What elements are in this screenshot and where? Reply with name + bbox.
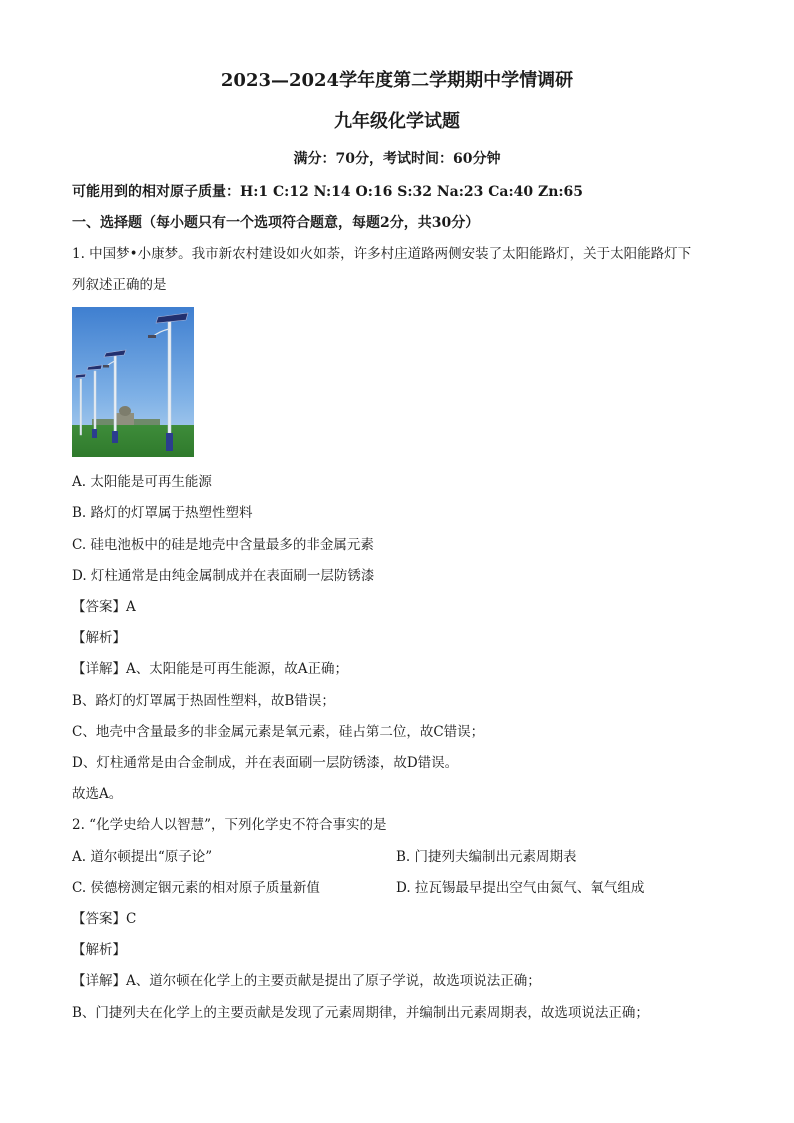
question-1-detail-d: D、灯柱通常是由合金制成，并在表面刷一层防锈漆，故D错误。 xyxy=(72,755,459,771)
question-1-detail-a: 【详解】A、太阳能是可再生能源，故A正确； xyxy=(72,661,348,677)
question-2-option-b: B. 门捷列夫编制出元素周期表 xyxy=(396,849,577,865)
question-2-answer: 【答案】C xyxy=(72,911,137,927)
question-1-option-b: B. 路灯的灯罩属于热塑性塑料 xyxy=(72,505,253,521)
question-2-option-c: C. 侯德榜测定铟元素的相对原子质量新值 xyxy=(72,880,320,896)
score-time-info: 满分：70分，考试时间：60分钟 xyxy=(293,151,501,167)
question-1-stem-line1: 1. 中国梦•小康梦。我市新农村建设如火如荼，许多村庄道路两侧安装了太阳能路灯，关于太阳能路灯下 xyxy=(72,246,692,262)
exam-subtitle: 九年级化学试题 xyxy=(334,111,460,132)
section-heading: 一、选择题（每小题只有一个选项符合题意，每题2分，共30分） xyxy=(72,215,480,231)
question-2-analysis-label: 【解析】 xyxy=(72,942,126,958)
question-1-answer: 【答案】A xyxy=(72,599,136,615)
atomic-masses: 可能用到的相对原子质量：H:1 C:12 N:14 O:16 S:32 Na:23 Ca:40 Zn:65 xyxy=(72,184,584,200)
question-2-detail-b: B、门捷列夫在化学上的主要贡献是发现了元素周期律，并编制出元素周期表，故选项说法正确； xyxy=(72,1005,649,1021)
question-1-detail-b: B、路灯的灯罩属于热固性塑料，故B错误； xyxy=(72,693,335,709)
question-2-stem: 2. “化学史给人以智慧”，下列化学史不符合事实的是 xyxy=(72,817,387,833)
question-1-option-d: D. 灯柱通常是由纯金属制成并在表面刷一层防锈漆 xyxy=(72,568,375,584)
question-2-detail-a: 【详解】A、道尔顿在化学上的主要贡献是提出了原子学说，故选项说法正确； xyxy=(72,973,541,989)
question-1-detail-c: C、地壳中含量最多的非金属元素是氧元素，硅占第二位，故C错误； xyxy=(72,724,485,740)
question-1-stem-line2: 列叙述正确的是 xyxy=(72,277,167,293)
question-1-analysis-label: 【解析】 xyxy=(72,630,126,646)
question-1-conclusion: 故选A。 xyxy=(72,786,123,802)
solar-street-light-photo xyxy=(72,307,194,457)
question-1-option-a: A. 太阳能是可再生能源 xyxy=(72,474,212,490)
question-2-option-d: D. 拉瓦锡最早提出空气由氮气、氧气组成 xyxy=(396,880,645,896)
question-1-option-c: C. 硅电池板中的硅是地壳中含量最多的非金属元素 xyxy=(72,537,374,553)
exam-title: 2023—2024学年度第二学期期中学情调研 xyxy=(220,70,574,91)
question-2-option-a: A. 道尔顿提出“原子论” xyxy=(72,849,213,865)
